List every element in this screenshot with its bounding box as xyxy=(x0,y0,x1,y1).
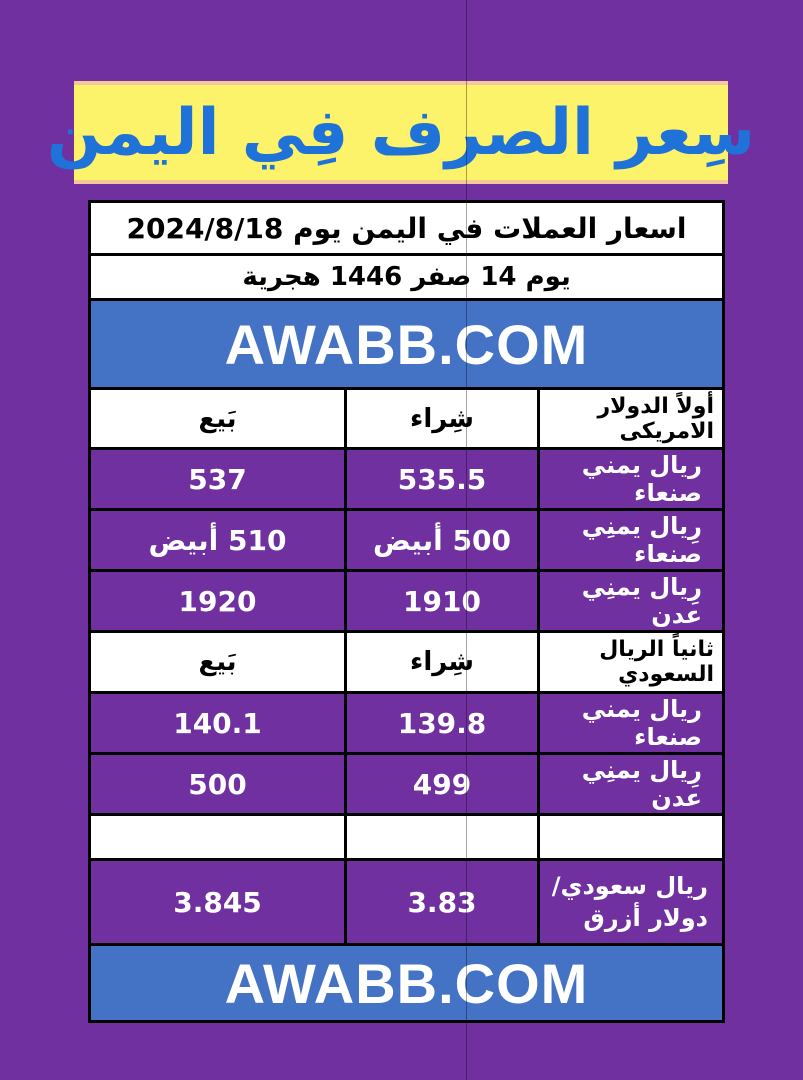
date-row xyxy=(91,203,722,253)
sar-section-label: ثانياً الريال السعودي xyxy=(540,633,722,691)
row-sell: 537 xyxy=(91,450,344,508)
usd-section-header xyxy=(91,390,722,447)
row-label: ريال يمني صنعاء xyxy=(540,694,722,752)
sar-section-header xyxy=(91,633,722,691)
row-label: رِيال يمنِي صنعاء xyxy=(540,511,722,569)
brand-text-top: AWABB.COM xyxy=(91,301,722,387)
cross-rate-row xyxy=(91,861,722,943)
center-fold-line xyxy=(466,0,467,1080)
row-sell: 1920 xyxy=(91,572,344,630)
table-row xyxy=(91,694,722,752)
row-sell: 500 xyxy=(91,755,344,813)
table-row xyxy=(91,572,722,630)
cross-rate-buy: 3.83 xyxy=(347,861,537,943)
hijri-row xyxy=(91,256,722,298)
sar-sell-header: بَيع xyxy=(91,633,344,691)
empty-cell xyxy=(347,816,537,858)
row-buy: 500 أبيض xyxy=(347,511,537,569)
brand-band-bottom xyxy=(91,946,722,1020)
row-buy: 1910 xyxy=(347,572,537,630)
brand-band-top xyxy=(91,301,722,387)
cross-rate-sell: 3.845 xyxy=(91,861,344,943)
table-row xyxy=(91,755,722,813)
table-row xyxy=(91,450,722,508)
row-buy: 139.8 xyxy=(347,694,537,752)
title-banner xyxy=(46,81,756,184)
row-label: رِيال يمنِي عدن xyxy=(540,572,722,630)
row-label: رِيال يمنِي عدن xyxy=(540,755,722,813)
usd-buy-header: شِراء xyxy=(347,390,537,447)
brand-text-bottom: AWABB.COM xyxy=(91,946,722,1020)
empty-cell xyxy=(91,816,344,858)
row-buy: 535.5 xyxy=(347,450,537,508)
exchange-rate-table xyxy=(88,200,725,1023)
cross-rate-label: ريال سعودي/ دولار أزرق xyxy=(540,861,722,943)
row-sell: 510 أبيض xyxy=(91,511,344,569)
banner-title: سِعر الصرف فِي اليمن xyxy=(46,95,756,170)
row-sell: 140.1 xyxy=(91,694,344,752)
hijri-line: يوم 14 صفر 1446 هجرية xyxy=(91,256,722,298)
usd-section-label: أولاً الدولار الامريكى xyxy=(540,390,722,447)
row-label: ريال يمني صنعاء xyxy=(540,450,722,508)
usd-sell-header: بَيع xyxy=(91,390,344,447)
row-buy: 499 xyxy=(347,755,537,813)
table-row xyxy=(91,511,722,569)
empty-cell xyxy=(540,816,722,858)
sar-buy-header: شِراء xyxy=(347,633,537,691)
date-line: اسعار العملات في اليمن يوم 2024/8/18 xyxy=(91,203,722,253)
empty-row xyxy=(91,816,722,858)
